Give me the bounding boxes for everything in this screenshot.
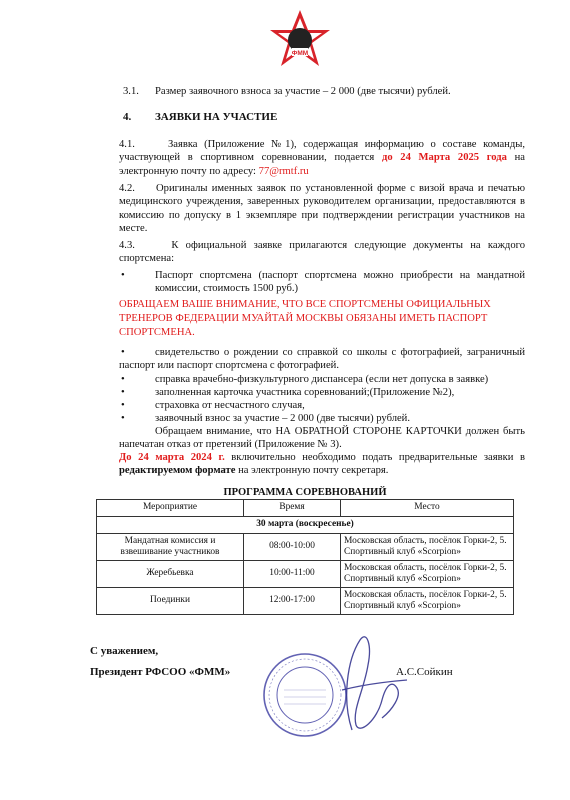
header-place: Место xyxy=(341,500,514,517)
doc-item-4: заявочный взнос за участие – 2 000 (две тысячи) рублей. xyxy=(155,413,411,424)
signature xyxy=(322,630,412,740)
program-table xyxy=(96,499,514,615)
place-cell: Московская область, посёлок Горки-2, 5. Спортивный клуб «Scorpion» xyxy=(341,588,514,615)
event-cell: Поединки xyxy=(97,588,244,615)
bullet: • xyxy=(121,387,125,398)
date-cell: 30 марта (воскресенье) xyxy=(97,517,514,534)
bullet: • xyxy=(121,347,125,358)
header-event: Мероприятие xyxy=(97,500,244,517)
place-cell: Московская область, посёлок Горки-2, 5. Спортивный клуб «Scorpion» xyxy=(341,561,514,588)
final-paragraph xyxy=(119,451,525,478)
event-cell: Жеребьевка xyxy=(97,561,244,588)
section-4-number: 4. xyxy=(123,111,132,123)
program-title: ПРОГРАММА СОРЕВНОВАНИЙ xyxy=(223,487,387,498)
final-date: До 24 марта 2024 г. xyxy=(119,452,225,463)
email-link[interactable]: 77@rmtf.ru xyxy=(258,165,309,177)
time-cell: 08:00-10:00 xyxy=(244,534,341,561)
table-row xyxy=(97,588,514,615)
warning-text: ОБРАЩАЕМ ВАШЕ ВНИМАНИЕ, ЧТО ВСЕ СПОРТСМЕНЫ ОФИЦИАЛЬНЫХ ТРЕНЕРОВ ФЕДЕРАЦИИ МУАЙТАЙ МОСКВЫ ОБЯЗАНЫ ИМЕТЬ ПАСПОРТ СПОРТСМЕНА. xyxy=(119,299,491,338)
time-cell: 10:00-11:00 xyxy=(244,561,341,588)
bullet: • xyxy=(121,400,125,411)
table-date-row xyxy=(97,517,514,534)
paragraph-4-3-number: 4.3. xyxy=(119,240,135,251)
bullet: • xyxy=(121,413,125,424)
final-text-b: на электронную почту секретаря. xyxy=(235,465,389,477)
president-name: А.С.Сойкин xyxy=(396,666,453,678)
header-time: Время xyxy=(244,500,341,517)
section-4-title: ЗАЯВКИ НА УЧАСТИЕ xyxy=(155,111,278,123)
deadline-date: до 24 Марта 2025 года xyxy=(381,152,507,164)
paragraph-4-2-number: 4.2. xyxy=(119,183,135,194)
paragraph-4-2 xyxy=(119,182,525,235)
notice-text: Обращаем внимание, что НА ОБРАТНОЙ СТОРОНЕ КАРТОЧКИ должен быть напечатан отказ от претензий (Приложение № 3). xyxy=(119,426,525,451)
paragraph-4-1-number: 4.1. xyxy=(119,139,135,150)
section-3-1-text: Размер заявочного взноса за участие – 2 000 (две тысячи) рублей. xyxy=(155,86,451,97)
president-title: Президент РФСОО «ФММ» xyxy=(90,666,231,678)
passport-item: Паспорт спортсмена (паспорт спортсмена можно приобрести на мандатной комиссии, стоимость 1500 руб.) xyxy=(155,270,525,295)
final-bold: редактируемом формате xyxy=(119,465,236,477)
paragraph-4-2-text: Оригиналы именных заявок по установленной форме с визой врача и печатью медицинского учреждения, заверенных руководителем организации, предоставляются в комиссию по допуску в 1 экземпляре при подтверждении регистрации участников на месте. xyxy=(119,183,525,234)
final-text-a: включительно необходимо подать предварительные заявки в xyxy=(224,452,526,463)
paragraph-4-3 xyxy=(119,239,525,266)
doc-item-1: справка врачебно-физкультурного диспансера (если нет допуска в заявке) xyxy=(155,374,489,385)
event-cell: Мандатная комиссия и взвешивание участников xyxy=(97,534,244,561)
table-header-row xyxy=(97,500,514,517)
doc-item-3: страховка от несчастного случая, xyxy=(155,400,305,411)
paragraph-4-3-text: К официальной заявке прилагаются следующие документы на каждого спортсмена: xyxy=(119,240,525,265)
logo-text: ФММ xyxy=(291,50,309,57)
table-row xyxy=(97,534,514,561)
fmm-logo xyxy=(266,8,334,70)
section-3-1-number: 3.1. xyxy=(123,86,139,97)
place-cell: Московская область, посёлок Горки-2, 5. Спортивный клуб «Scorpion» xyxy=(341,534,514,561)
doc-item-2: заполненная карточка участника соревнований;(Приложение №2), xyxy=(155,387,455,398)
bullet: • xyxy=(121,270,125,281)
bullet: • xyxy=(121,374,125,385)
regards-text: С уважением, xyxy=(90,645,159,657)
table-row xyxy=(97,561,514,588)
time-cell: 12:00-17:00 xyxy=(244,588,341,615)
doc-item-0: свидетельство о рождении со справкой со школы с фотографией, заграничный паспорт или паспорт спортсмена с фотографией. xyxy=(119,347,525,372)
paragraph-4-1-text-a: Заявка (Приложение №1), содержащая информацию о составе команды, участвующей в спортивном соревновании, подается xyxy=(119,139,525,164)
paragraph-4-1-text-b: на электронную почту по адресу: xyxy=(119,152,525,177)
paragraph-4-1 xyxy=(119,138,525,178)
